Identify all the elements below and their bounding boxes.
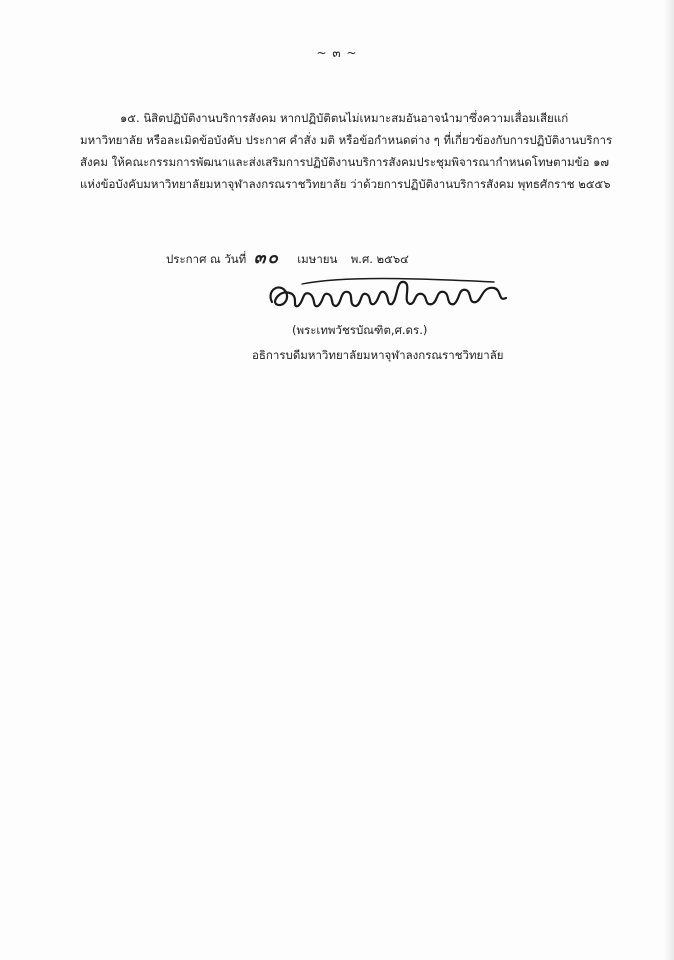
page-number: ~ ๓ ~	[316, 46, 358, 60]
announcement-day: ๓๐	[253, 248, 280, 268]
announcement-year: พ.ศ. ๒๕๖๔	[350, 252, 409, 266]
clause-line: มหาวิทยาลัย หรือละเมิดข้อบังคับ ประกาศ คำสั่ง มติ หรือข้อกำหนดต่าง ๆ ที่เกี่ยวข้องกับการปฏิบัติงานบริการ	[80, 133, 613, 147]
handwritten-signature	[262, 272, 512, 320]
signer-title: อธิการบดีมหาวิทยาลัยมหาจุฬาลงกรณราชวิทยาลัย	[252, 348, 504, 362]
announcement-month: เมษายน	[297, 252, 338, 266]
announcement-prefix: ประกาศ ณ วันที่	[166, 252, 247, 266]
clause-line: สังคม ให้คณะกรรมการพัฒนาและส่งเสริมการปฏิบัติงานบริการสังคมประชุมพิจารณากำหนดโทษตามข้อ ๑๗	[80, 155, 610, 169]
page-edge-shadow	[664, 0, 674, 960]
signer-name: (พระเทพวัชรบัณฑิต,ศ.ดร.)	[292, 323, 428, 337]
announcement-date	[166, 244, 409, 271]
clause-paragraph	[80, 107, 613, 195]
clause-line: ๑๕. นิสิตปฏิบัติงานบริการสังคม หากปฏิบัติตนไม่เหมาะสมอันอาจนำมาซึ่งความเสื่อมเสียแก่	[120, 111, 569, 125]
clause-line: แห่งข้อบังคับมหาวิทยาลัยมหาจุฬาลงกรณราชวิทยาลัย ว่าด้วยการปฏิบัติงานบริการสังคม พุทธศักราช ๒๕๕๖	[80, 177, 611, 191]
